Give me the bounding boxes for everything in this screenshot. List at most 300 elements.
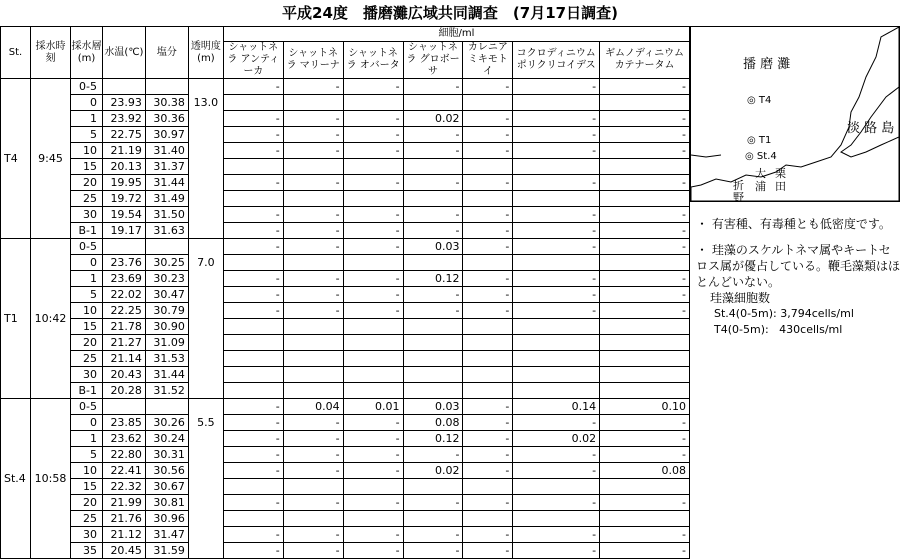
header-layer: 採水層(m) (70, 27, 102, 79)
species-count-cell (283, 367, 343, 383)
note-subtitle: 珪藻細胞数 (710, 291, 771, 305)
table-row (1, 79, 690, 95)
page-title: 平成24度 播磨灘広域共同調査 (7月17日調査) (282, 4, 618, 22)
salinity-cell: 30.24 (145, 431, 188, 447)
species-count-cell (463, 191, 513, 207)
species-count-cell: 0.03 (403, 239, 463, 255)
table-row (1, 399, 690, 415)
species-count-cell: - (343, 303, 403, 319)
species-count-cell: - (463, 207, 513, 223)
temp-cell: 22.80 (102, 447, 145, 463)
species-count-cell: - (463, 399, 513, 415)
species-count-cell (463, 159, 513, 175)
temp-cell: 23.92 (102, 111, 145, 127)
species-count-cell: - (283, 287, 343, 303)
map-coastline-graphic (691, 27, 899, 201)
species-count-cell: 0.02 (513, 431, 600, 447)
species-count-cell: - (283, 79, 343, 95)
map-island-label: 淡 路 島 (847, 121, 895, 136)
species-count-cell: 0.02 (403, 463, 463, 479)
station-marker-icon: ◎ (747, 95, 756, 106)
species-count-cell: - (223, 207, 283, 223)
salinity-cell: 30.90 (145, 319, 188, 335)
temp-cell: 19.54 (102, 207, 145, 223)
species-count-cell: - (403, 303, 463, 319)
salinity-cell: 31.53 (145, 351, 188, 367)
species-count-cell: - (343, 495, 403, 511)
species-count-cell: - (343, 415, 403, 431)
temp-cell: 19.17 (102, 223, 145, 239)
salinity-cell: 30.47 (145, 287, 188, 303)
species-count-cell: - (463, 543, 513, 559)
species-count-cell (343, 479, 403, 495)
species-count-cell: - (513, 175, 600, 191)
species-count-cell (283, 95, 343, 111)
species-count-cell (513, 367, 600, 383)
salinity-cell: 31.50 (145, 207, 188, 223)
time-cell: 10:42 (30, 239, 70, 399)
species-count-cell (463, 479, 513, 495)
layer-cell: 0 (70, 415, 102, 431)
salinity-cell: 30.56 (145, 463, 188, 479)
species-count-cell: - (403, 175, 463, 191)
salinity-cell: 31.49 (145, 191, 188, 207)
station-cell: T4 (1, 79, 31, 239)
species-count-cell (513, 479, 600, 495)
salinity-cell: 31.37 (145, 159, 188, 175)
temp-cell: 22.32 (102, 479, 145, 495)
species-count-cell: - (463, 127, 513, 143)
species-count-cell (223, 319, 283, 335)
species-count-cell: - (223, 543, 283, 559)
table-row (1, 95, 690, 111)
species-count-cell (343, 351, 403, 367)
species-count-cell: - (403, 287, 463, 303)
species-count-cell (600, 255, 690, 271)
species-count-cell: - (283, 175, 343, 191)
species-count-cell (343, 159, 403, 175)
table-row (1, 431, 690, 447)
species-count-cell (343, 367, 403, 383)
temp-cell: 22.75 (102, 127, 145, 143)
species-count-cell: - (600, 303, 690, 319)
header-salinity: 塩分 (145, 27, 188, 79)
species-count-cell: - (463, 527, 513, 543)
salinity-cell: 30.38 (145, 95, 188, 111)
species-count-cell (403, 159, 463, 175)
table-row (1, 111, 690, 127)
species-count-cell: - (343, 175, 403, 191)
species-count-cell: - (343, 527, 403, 543)
salinity-cell: 30.96 (145, 511, 188, 527)
species-count-cell: - (343, 431, 403, 447)
species-count-cell: - (343, 271, 403, 287)
species-count-cell: - (283, 463, 343, 479)
species-count-cell: - (600, 127, 690, 143)
species-count-cell: - (463, 111, 513, 127)
table-row (1, 367, 690, 383)
species-count-cell: - (223, 415, 283, 431)
temp-cell: 21.19 (102, 143, 145, 159)
species-count-cell: - (223, 111, 283, 127)
species-count-cell (600, 335, 690, 351)
temp-cell (102, 399, 145, 415)
species-count-cell (343, 383, 403, 399)
species-count-cell (403, 383, 463, 399)
species-count-cell: - (223, 447, 283, 463)
temp-cell: 23.93 (102, 95, 145, 111)
layer-cell: 1 (70, 271, 102, 287)
header-species-4: シャットネラ グロボーサ (403, 42, 463, 79)
species-count-cell: - (403, 527, 463, 543)
species-count-cell: 0.12 (403, 271, 463, 287)
table-row (1, 527, 690, 543)
species-count-cell: - (600, 175, 690, 191)
species-count-cell: 0.04 (283, 399, 343, 415)
species-count-cell: - (600, 271, 690, 287)
note-sub-2: T4(0-5m): 430cells/ml (714, 323, 843, 336)
species-count-cell (463, 383, 513, 399)
layer-cell: 10 (70, 463, 102, 479)
species-count-cell: - (283, 495, 343, 511)
table-row (1, 319, 690, 335)
temp-cell: 21.99 (102, 495, 145, 511)
species-count-cell (513, 95, 600, 111)
species-count-cell: - (600, 495, 690, 511)
species-count-cell: - (463, 447, 513, 463)
species-count-cell: 0.08 (600, 463, 690, 479)
species-count-cell (600, 159, 690, 175)
species-count-cell: - (403, 543, 463, 559)
table-row (1, 479, 690, 495)
species-count-cell: 0.12 (403, 431, 463, 447)
table-row (1, 543, 690, 559)
map-station-st4-label: St.4 (756, 151, 777, 162)
species-count-cell: - (600, 111, 690, 127)
species-count-cell (463, 319, 513, 335)
map-station-t1 (747, 135, 771, 146)
survey-table-container (0, 26, 690, 559)
map-station-st4 (745, 151, 777, 162)
table-row (1, 255, 690, 271)
salinity-cell: 31.09 (145, 335, 188, 351)
layer-cell: 10 (70, 143, 102, 159)
species-count-cell: - (513, 303, 600, 319)
species-count-cell: - (223, 399, 283, 415)
species-count-cell (283, 159, 343, 175)
temp-cell: 23.76 (102, 255, 145, 271)
temp-cell: 19.72 (102, 191, 145, 207)
salinity-cell: 30.81 (145, 495, 188, 511)
salinity-cell: 30.25 (145, 255, 188, 271)
species-count-cell: - (343, 463, 403, 479)
species-count-cell: - (600, 415, 690, 431)
species-count-cell: - (283, 447, 343, 463)
salinity-cell: 31.44 (145, 367, 188, 383)
species-count-cell (343, 95, 403, 111)
species-count-cell (600, 191, 690, 207)
species-count-cell: - (343, 543, 403, 559)
species-count-cell: 0.14 (513, 399, 600, 415)
species-count-cell: - (600, 79, 690, 95)
station-cell: St.4 (1, 399, 31, 559)
note-paragraph-2: ・ 珪藻のスケルトネマ属やキートセロス属が優占している。鞭毛藻類はほとんどいない。 (696, 243, 900, 289)
temp-cell (102, 79, 145, 95)
species-count-cell: - (463, 287, 513, 303)
species-count-cell (283, 383, 343, 399)
temp-cell: 21.14 (102, 351, 145, 367)
table-row (1, 239, 690, 255)
species-count-cell: - (283, 415, 343, 431)
species-count-cell: - (600, 223, 690, 239)
header-st: St. (1, 27, 31, 79)
header-species-5: カレニア ミキモトイ (463, 42, 513, 79)
species-count-cell (600, 511, 690, 527)
salinity-cell (145, 79, 188, 95)
temp-cell: 21.27 (102, 335, 145, 351)
table-row (1, 447, 690, 463)
species-count-cell (513, 159, 600, 175)
salinity-cell: 30.97 (145, 127, 188, 143)
layer-cell: 0-5 (70, 79, 102, 95)
species-count-cell (463, 95, 513, 111)
layer-cell: B-1 (70, 383, 102, 399)
map-place-3: 浦 (755, 180, 766, 193)
map-place-5: 折 (733, 179, 744, 192)
note-sub-1: St.4(0-5m): 3,794cells/ml (714, 307, 854, 320)
species-count-cell: - (403, 223, 463, 239)
salinity-cell: 30.23 (145, 271, 188, 287)
table-row (1, 207, 690, 223)
table-row (1, 159, 690, 175)
species-count-cell: - (600, 239, 690, 255)
species-count-cell (343, 335, 403, 351)
species-count-cell (600, 367, 690, 383)
species-count-cell (463, 351, 513, 367)
layer-cell: 25 (70, 191, 102, 207)
station-marker-icon: ◎ (745, 151, 754, 162)
salinity-cell: 30.67 (145, 479, 188, 495)
species-count-cell: - (343, 207, 403, 223)
salinity-cell: 30.36 (145, 111, 188, 127)
species-count-cell (343, 191, 403, 207)
species-count-cell (283, 479, 343, 495)
map-place-6: 野 (733, 191, 744, 202)
species-count-cell: - (283, 271, 343, 287)
species-count-cell (403, 319, 463, 335)
species-count-cell: - (403, 143, 463, 159)
species-count-cell: - (600, 207, 690, 223)
table-row (1, 415, 690, 431)
species-count-cell (513, 319, 600, 335)
layer-cell: 0-5 (70, 399, 102, 415)
table-row (1, 495, 690, 511)
species-count-cell: - (343, 111, 403, 127)
species-count-cell: - (283, 431, 343, 447)
notes-panel (696, 216, 900, 338)
species-count-cell (223, 191, 283, 207)
species-count-cell (283, 351, 343, 367)
layer-cell: 15 (70, 319, 102, 335)
species-count-cell (343, 511, 403, 527)
species-count-cell: - (283, 111, 343, 127)
salinity-cell (145, 239, 188, 255)
header-species-1: シャットネラ アンティーカ (223, 42, 283, 79)
species-count-cell (283, 511, 343, 527)
map-place-1: 大 (755, 167, 766, 180)
right-panel (690, 26, 900, 559)
layer-cell: 35 (70, 543, 102, 559)
species-count-cell (463, 511, 513, 527)
table-row (1, 175, 690, 191)
species-count-cell (403, 191, 463, 207)
station-cell: T1 (1, 239, 31, 399)
species-count-cell: - (463, 175, 513, 191)
layer-cell: 25 (70, 511, 102, 527)
species-count-cell (403, 335, 463, 351)
species-count-cell (283, 319, 343, 335)
species-count-cell: - (513, 239, 600, 255)
species-count-cell: - (283, 143, 343, 159)
time-cell: 9:45 (30, 79, 70, 239)
temp-cell: 22.41 (102, 463, 145, 479)
species-count-cell: - (463, 143, 513, 159)
table-row (1, 271, 690, 287)
map-station-t4-label: T4 (758, 95, 772, 106)
temp-cell: 20.45 (102, 543, 145, 559)
species-count-cell: - (403, 207, 463, 223)
note-paragraph-1: ・ 有害種、有毒種とも低密度です。 (696, 217, 891, 231)
species-count-cell (223, 367, 283, 383)
layer-cell: 20 (70, 335, 102, 351)
table-row (1, 383, 690, 399)
species-count-cell: 0.03 (403, 399, 463, 415)
species-count-cell: - (463, 495, 513, 511)
species-count-cell: - (513, 287, 600, 303)
map-sea-label: 播 磨 灘 (743, 57, 791, 72)
species-count-cell (513, 511, 600, 527)
salinity-cell: 31.44 (145, 175, 188, 191)
layer-cell: 5 (70, 447, 102, 463)
temp-cell: 23.85 (102, 415, 145, 431)
species-count-cell: - (403, 79, 463, 95)
species-count-cell: - (513, 127, 600, 143)
species-count-cell: - (513, 543, 600, 559)
species-count-cell: - (513, 79, 600, 95)
species-count-cell (343, 255, 403, 271)
layer-cell: 1 (70, 431, 102, 447)
species-count-cell: - (600, 431, 690, 447)
species-count-cell (223, 255, 283, 271)
species-count-cell: - (463, 239, 513, 255)
species-count-cell: - (403, 495, 463, 511)
table-row (1, 335, 690, 351)
species-count-cell: - (463, 79, 513, 95)
species-count-cell: - (513, 271, 600, 287)
species-count-cell (223, 95, 283, 111)
salinity-cell: 31.40 (145, 143, 188, 159)
species-count-cell (223, 511, 283, 527)
species-count-cell (403, 95, 463, 111)
species-count-cell (600, 383, 690, 399)
salinity-cell: 31.52 (145, 383, 188, 399)
species-count-cell (283, 191, 343, 207)
species-count-cell: - (343, 223, 403, 239)
species-count-cell: 0.08 (403, 415, 463, 431)
transparency-cell: 13.0 (188, 79, 223, 239)
salinity-cell: 31.63 (145, 223, 188, 239)
species-count-cell: - (283, 239, 343, 255)
salinity-cell (145, 399, 188, 415)
species-count-cell: - (223, 431, 283, 447)
header-species-2: シャットネラ マリーナ (283, 42, 343, 79)
temp-cell: 23.62 (102, 431, 145, 447)
species-count-cell: - (513, 495, 600, 511)
temp-cell: 21.78 (102, 319, 145, 335)
species-count-cell (513, 351, 600, 367)
species-count-cell (513, 191, 600, 207)
temp-cell: 20.13 (102, 159, 145, 175)
species-count-cell (403, 511, 463, 527)
species-count-cell: - (513, 527, 600, 543)
species-count-cell: - (513, 207, 600, 223)
table-row (1, 143, 690, 159)
species-count-cell: - (513, 415, 600, 431)
transparency-cell: 5.5 (188, 399, 223, 559)
species-count-cell: - (513, 223, 600, 239)
map-place-4: 田 (775, 180, 786, 193)
header-transparency: 透明度(m) (188, 27, 223, 79)
species-count-cell: - (463, 303, 513, 319)
species-count-cell: - (283, 127, 343, 143)
layer-cell: 5 (70, 287, 102, 303)
species-count-cell: - (223, 223, 283, 239)
time-cell: 10:58 (30, 399, 70, 559)
layer-cell: 20 (70, 495, 102, 511)
temp-cell: 20.43 (102, 367, 145, 383)
species-count-cell: - (283, 543, 343, 559)
species-count-cell: - (463, 431, 513, 447)
species-count-cell: - (223, 287, 283, 303)
temp-cell: 21.76 (102, 511, 145, 527)
species-count-cell: - (283, 223, 343, 239)
table-row (1, 191, 690, 207)
station-marker-icon: ◎ (747, 135, 756, 146)
map-station-t1-label: T1 (758, 135, 772, 146)
species-count-cell: - (513, 143, 600, 159)
species-count-cell (463, 255, 513, 271)
layer-cell: 30 (70, 207, 102, 223)
temp-cell: 20.28 (102, 383, 145, 399)
salinity-cell: 30.79 (145, 303, 188, 319)
species-count-cell: - (343, 143, 403, 159)
species-count-cell (600, 479, 690, 495)
species-count-cell: - (600, 527, 690, 543)
species-count-cell: 0.01 (343, 399, 403, 415)
temp-cell: 22.02 (102, 287, 145, 303)
header-cells: 細胞/ml (223, 27, 689, 42)
layer-cell: 1 (70, 111, 102, 127)
species-count-cell: - (600, 447, 690, 463)
species-count-cell: - (343, 239, 403, 255)
species-count-cell (223, 335, 283, 351)
species-count-cell: - (223, 463, 283, 479)
table-row (1, 223, 690, 239)
species-count-cell: - (223, 127, 283, 143)
species-count-cell: - (463, 463, 513, 479)
species-count-cell: - (223, 271, 283, 287)
map-station-t4 (747, 95, 771, 106)
